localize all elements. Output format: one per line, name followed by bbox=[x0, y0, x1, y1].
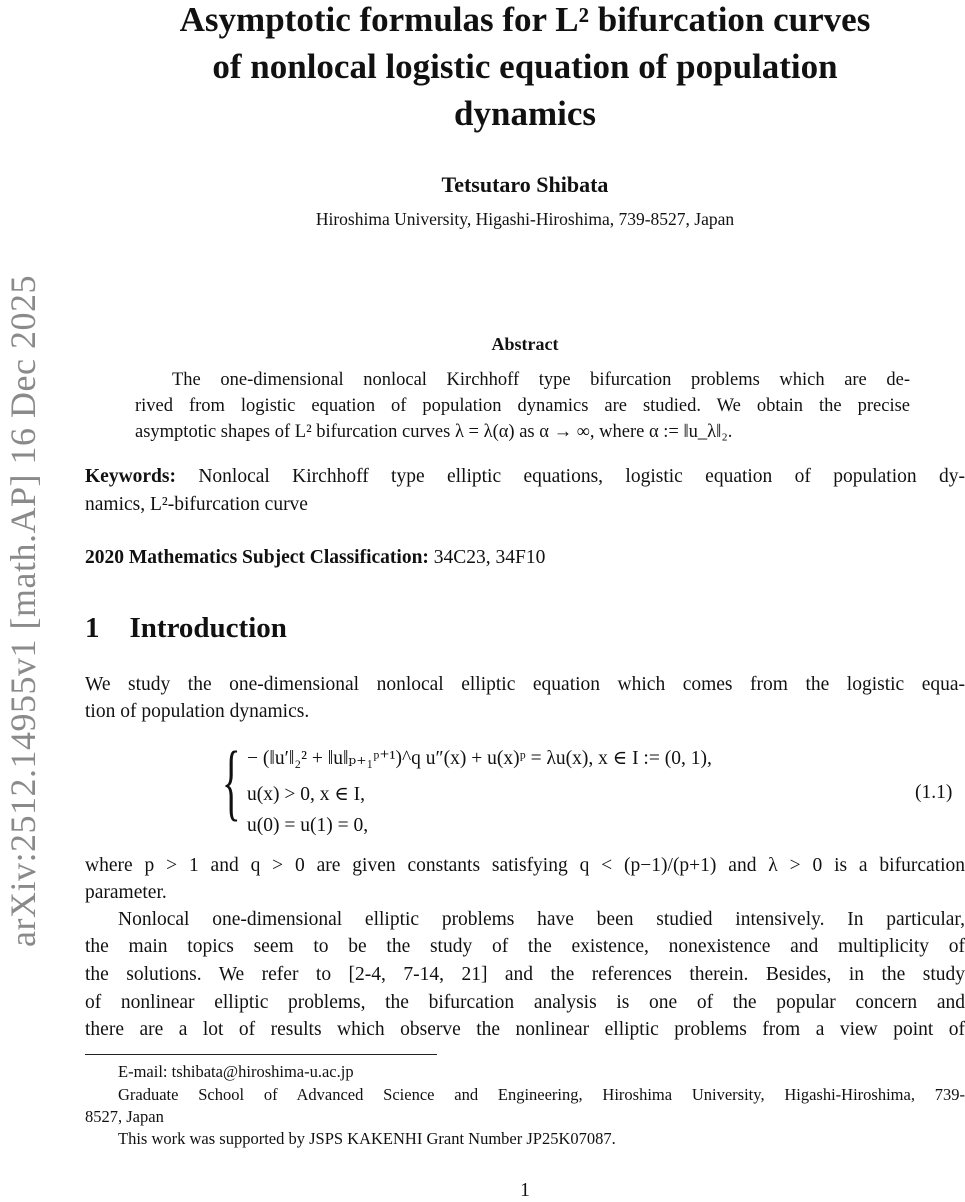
footnote-grant: This work was supported by JSPS KAKENHI Grant Number JP25K07087. bbox=[118, 1129, 616, 1148]
footnote-email: E-mail: tshibata@hiroshima-u.ac.jp bbox=[118, 1062, 354, 1081]
title-line-2: of nonlocal logistic equation of population bbox=[212, 47, 838, 86]
author-name: Tetsutaro Shibata bbox=[441, 172, 609, 197]
keywords-label: Keywords: bbox=[85, 466, 176, 487]
keywords-line-2: namics, L²-bifurcation curve bbox=[85, 494, 308, 515]
equation-line-3: u(0) = u(1) = 0, bbox=[247, 815, 369, 836]
title-line-1: Asymptotic formulas for L² bifurcation curves bbox=[179, 0, 871, 39]
affiliation: Hiroshima University, Higashi-Hiroshima, 739-8527, Japan bbox=[315, 209, 735, 229]
footnote-address: Graduate School of Advanced Science and Engineering, Hiroshima University, Higashi-Hiroshima, 739- bbox=[118, 1085, 965, 1104]
equation-line-2: u(x) > 0, x ∈ I, bbox=[247, 784, 366, 805]
arxiv-identifier: arXiv:2512.14955v1 [math.AP] 16 Dec 2025 bbox=[3, 275, 43, 947]
msc-label: 2020 Mathematics Subject Classification: bbox=[85, 547, 429, 568]
footnote-address-cont: 8527, Japan bbox=[85, 1107, 164, 1126]
msc-value: 34C23, 34F10 bbox=[433, 547, 546, 568]
abstract-line: The one-dimensional nonlocal Kirchhoff type bifurcation problems which are de- bbox=[172, 370, 910, 390]
section-number: 1 bbox=[85, 612, 100, 644]
equation-brace: { bbox=[222, 733, 241, 829]
body-line: parameter. bbox=[85, 882, 167, 903]
body-line: there are a lot of results which observe the nonlinear elliptic problems from a view point of bbox=[85, 1019, 965, 1040]
body-line: the main topics seem to be the study of the existence, nonexistence and multiplicity of bbox=[85, 936, 965, 957]
body-line: of nonlinear elliptic problems, the bifurcation analysis is one of the popular concern and bbox=[85, 992, 965, 1013]
equation-number: (1.1) bbox=[915, 782, 953, 803]
abstract-line: asymptotic shapes of L² bifurcation curves λ = λ(α) as α → ∞, where α := ‖u_λ‖₂. bbox=[135, 422, 733, 442]
equation-line-1: − (‖u′‖₂² + ‖u‖ₚ₊₁ᵖ⁺¹)^q u″(x) + u(x)ᵖ = λu(x), x ∈ I := (0, 1), bbox=[247, 748, 712, 769]
keywords-text: Nonlocal Kirchhoff type elliptic equations, logistic equation of population dy- bbox=[198, 466, 965, 487]
body-line: Nonlocal one-dimensional elliptic problems have been studied intensively. In particular, bbox=[118, 909, 965, 930]
body-line: where p > 1 and q > 0 are given constants satisfying q < (p−1)/(p+1) and λ > 0 is a bifurcation bbox=[85, 855, 965, 876]
keywords-line-1 bbox=[85, 466, 965, 488]
msc-line bbox=[85, 547, 545, 569]
abstract-line: rived from logistic equation of population dynamics are studied. We obtain the precise bbox=[135, 396, 910, 416]
intro-line: We study the one-dimensional nonlocal elliptic equation which comes from the logistic equa- bbox=[85, 674, 965, 695]
page-number: 1 bbox=[520, 1180, 530, 1201]
footnote-rule bbox=[85, 1054, 437, 1055]
body-line: the solutions. We refer to [2-4, 7-14, 21] and the references therein. Besides, in the study bbox=[85, 964, 965, 985]
intro-line: tion of population dynamics. bbox=[85, 701, 310, 722]
section-heading bbox=[85, 612, 287, 645]
abstract-heading: Abstract bbox=[491, 334, 559, 354]
title-line-3: dynamics bbox=[454, 94, 596, 133]
section-title: Introduction bbox=[129, 612, 287, 644]
